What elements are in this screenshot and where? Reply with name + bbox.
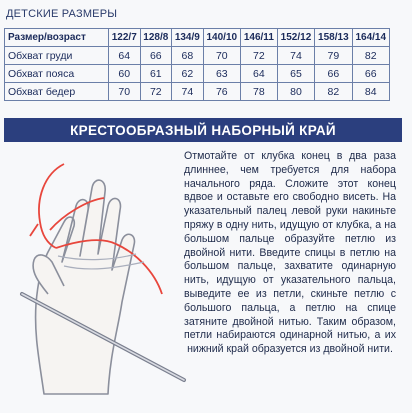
table-row	[5, 47, 390, 65]
table-cell: 68	[172, 47, 204, 65]
size-column-header: 152/12	[277, 29, 314, 47]
size-table-title: ДЕТСКИЕ РАЗМЕРЫ	[6, 8, 118, 20]
table-cell: 65	[277, 65, 314, 83]
size-column-header: 158/13	[315, 29, 352, 47]
table-cell: 64	[109, 47, 141, 65]
table-cell: 70	[109, 83, 141, 101]
size-column-header: 128/8	[140, 29, 172, 47]
table-cell: 74	[277, 47, 314, 65]
size-column-header: 140/10	[203, 29, 240, 47]
hand-knitting-illustration	[4, 144, 194, 404]
table-cell: 66	[140, 47, 172, 65]
instructions-text: Отмотайте от клубка конец в два раза длиннее, чем требуется для набора начального ряда. Сложите этот конец вдвое и оставьте его свободно висеть. На указательный палец левой руки накиньте пряжу в одну нить, идущую от клубка, а на большом пальце образуйте петлю из двойной нити. Введите спицы в петлю на большом пальце, захватите одинарную нить, идущую от указательного пальца, выведите ее из петли, скиньте петлю с большого пальца, а петлю на спице затяните двойной нитью. Таким образом, петли набираются одинарной нитью, а их нижний край образуется из двойной нити.	[184, 150, 396, 356]
table-row	[5, 65, 390, 83]
table-cell: 84	[352, 83, 389, 101]
table-cell: 72	[140, 83, 172, 101]
table-cell: 76	[203, 83, 240, 101]
table-cell: 62	[172, 65, 204, 83]
size-column-header: 122/7	[109, 29, 141, 47]
table-cell: 63	[203, 65, 240, 83]
size-column-header: 164/14	[352, 29, 389, 47]
table-cell: 66	[315, 65, 352, 83]
table-cell: 61	[140, 65, 172, 83]
row-label: Обхват пояса	[5, 65, 109, 83]
table-cell: 64	[240, 65, 277, 83]
size-table	[4, 28, 390, 101]
table-cell: 82	[352, 47, 389, 65]
size-table-header-label: Размер/возраст	[5, 29, 109, 47]
table-row	[5, 83, 390, 101]
table-cell: 82	[315, 83, 352, 101]
row-label: Обхват груди	[5, 47, 109, 65]
size-table-header-row	[5, 29, 390, 47]
hand-outline	[33, 180, 134, 394]
table-cell: 72	[240, 47, 277, 65]
size-column-header: 134/9	[172, 29, 204, 47]
row-label: Обхват бедер	[5, 83, 109, 101]
table-cell: 79	[315, 47, 352, 65]
size-column-header: 146/11	[240, 29, 277, 47]
table-cell: 80	[277, 83, 314, 101]
table-cell: 60	[109, 65, 141, 83]
section-title: КРЕСТООБРАЗНЫЙ НАБОРНЫЙ КРАЙ	[70, 122, 336, 138]
table-cell: 66	[352, 65, 389, 83]
table-cell: 70	[203, 47, 240, 65]
table-cell: 74	[172, 83, 204, 101]
section-title-banner	[4, 118, 402, 142]
table-cell: 78	[240, 83, 277, 101]
